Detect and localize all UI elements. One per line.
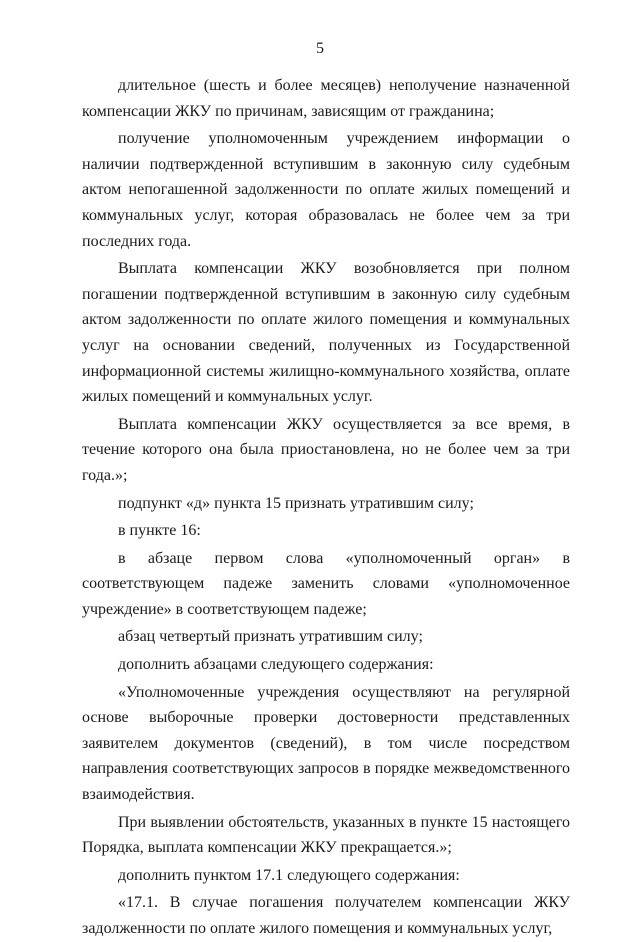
paragraph-13: «17.1. В случае погашения получателем компенсации ЖКУ задолженности по оплате жилого помещения и коммунальных услуг, xyxy=(82,894,570,937)
paragraph-1: длительное (шесть и более месяцев) неполучение назначенной компенсации ЖКУ по причинам, зависящим от гражданина; xyxy=(82,77,570,120)
paragraph-2: получение уполномоченным учреждением информации о наличии подтвержденной вступившим в законную силу судебным актом непогашенной задолженности по оплате жилых помещений и коммунальных услуг, которая образовалась не более чем за три последних года. xyxy=(82,130,570,250)
paragraph-9: дополнить абзацами следующего содержания: xyxy=(118,656,434,674)
paragraph-8: абзац четвертый признать утратившим силу; xyxy=(118,628,423,646)
document-body xyxy=(82,73,570,942)
paragraph-12: дополнить пунктом 17.1 следующего содержания: xyxy=(118,866,460,884)
paragraph-11: При выявлении обстоятельств, указанных в пункте 15 настоящего Порядка, выплата компенсации ЖКУ прекращается.»; xyxy=(82,813,570,857)
paragraph-5: подпункт «д» пункта 15 признать утратившим силу; xyxy=(118,494,474,512)
paragraph-10: «Уполномоченные учреждения осуществляют на регулярной основе выборочные проверки достоверности представленных заявителем документов (сведений), в том числе посредством направления соответствующих запросов в порядке межведомственного взаимодействия. xyxy=(82,683,570,804)
paragraph-6: в пункте 16: xyxy=(118,522,201,540)
paragraph-7: в абзаце первом слова «уполномоченный орган» в соответствующем падеже заменить словами «уполномоченное учреждение» в соответствующем падеже; xyxy=(82,549,570,618)
paragraph-3: Выплата компенсации ЖКУ возобновляется при полном погашении подтвержденной вступившим в законную силу судебным актом задолженности по оплате жилого помещения и коммунальных услуг на основании сведений, полученных из Государственной информационной системы жилищно-коммунального хозяйства, оплате жилых помещений и коммунальных услуг. xyxy=(82,260,570,406)
page-number: 5 xyxy=(316,40,324,57)
paragraph-4: Выплата компенсации ЖКУ осуществляется за все время, в течение которого она была приостановлена, но не более чем за три года.»; xyxy=(82,415,570,484)
